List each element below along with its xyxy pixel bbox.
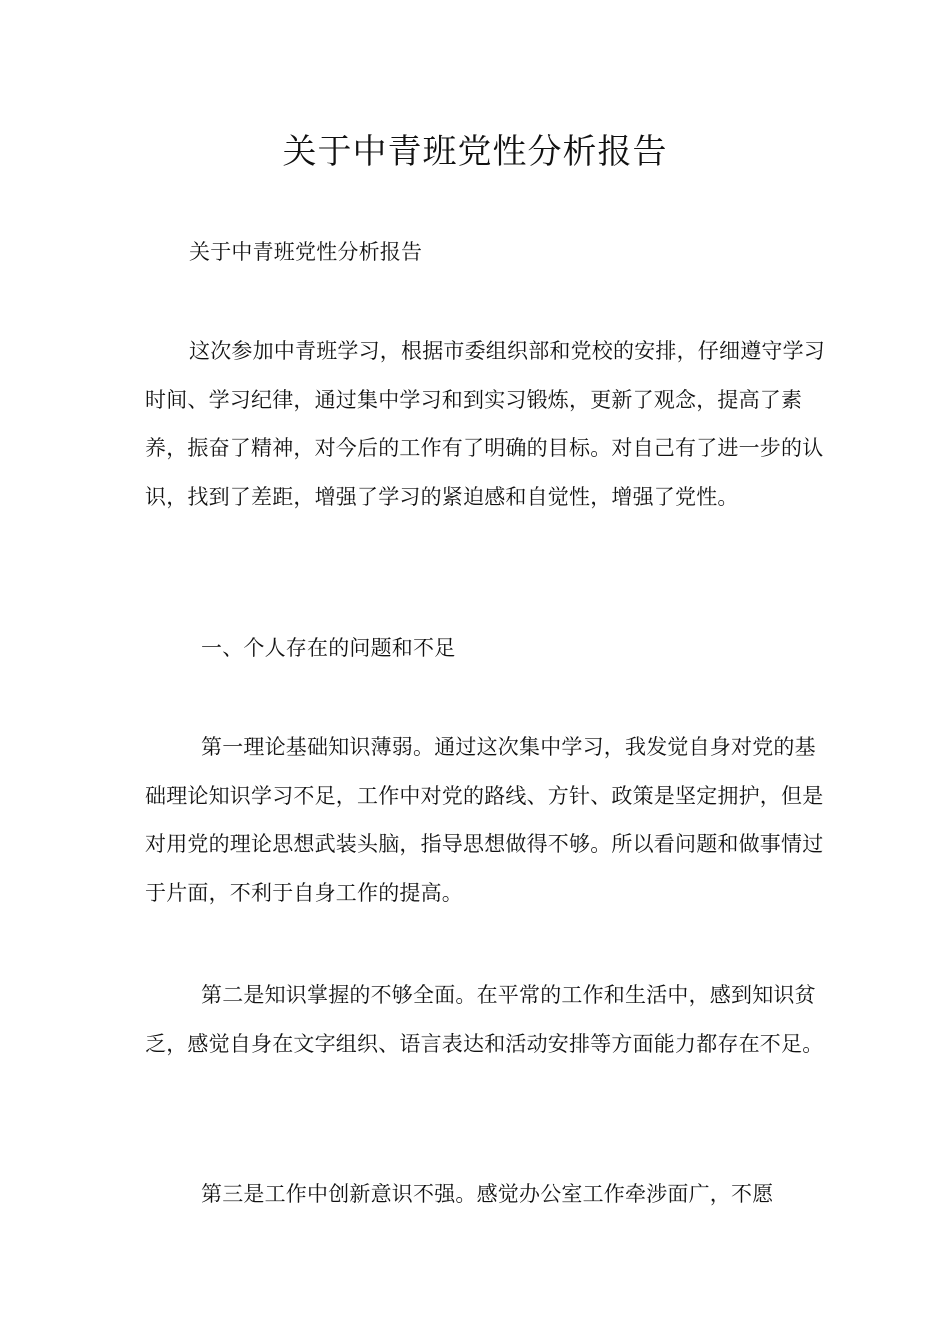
paragraph-problem-3: 第三是工作中创新意识不强。感觉办公室工作牵涉面广，不愿 [201, 1182, 774, 1206]
section-heading-problems: 一、个人存在的问题和不足 [201, 636, 456, 660]
paragraph-problem-2: 第二是知识掌握的不够全面。在平常的工作和生活中，感到知识贫乏，感觉自身在文字组织、语言表达和活动安排等方面能力都存在不足。 [145, 983, 824, 1056]
paragraph-intro: 这次参加中青班学习，根据市委组织部和党校的安排，仔细遵守学习时间、学习纪律，通过集中学习和到实习锻炼，更新了观念，提高了素养，振奋了精神，对今后的工作有了明确的目标。对自己有了进一步的认识，找到了差距，增强了学习的紧迫感和自觉性，增强了党性。 [145, 339, 825, 509]
document-subtitle: 关于中青班党性分析报告 [189, 240, 423, 264]
paragraph-problem-1: 第一理论基础知识薄弱。通过这次集中学习，我发觉自身对党的基础理论知识学习不足，工作中对党的路线、方针、政策是坚定拥护，但是对用党的理论思想武装头脑，指导思想做得不够。所以看问题和做事情过于片面，不利于自身工作的提高。 [145, 735, 824, 905]
document-title: 关于中青班党性分析报告 [282, 132, 668, 172]
